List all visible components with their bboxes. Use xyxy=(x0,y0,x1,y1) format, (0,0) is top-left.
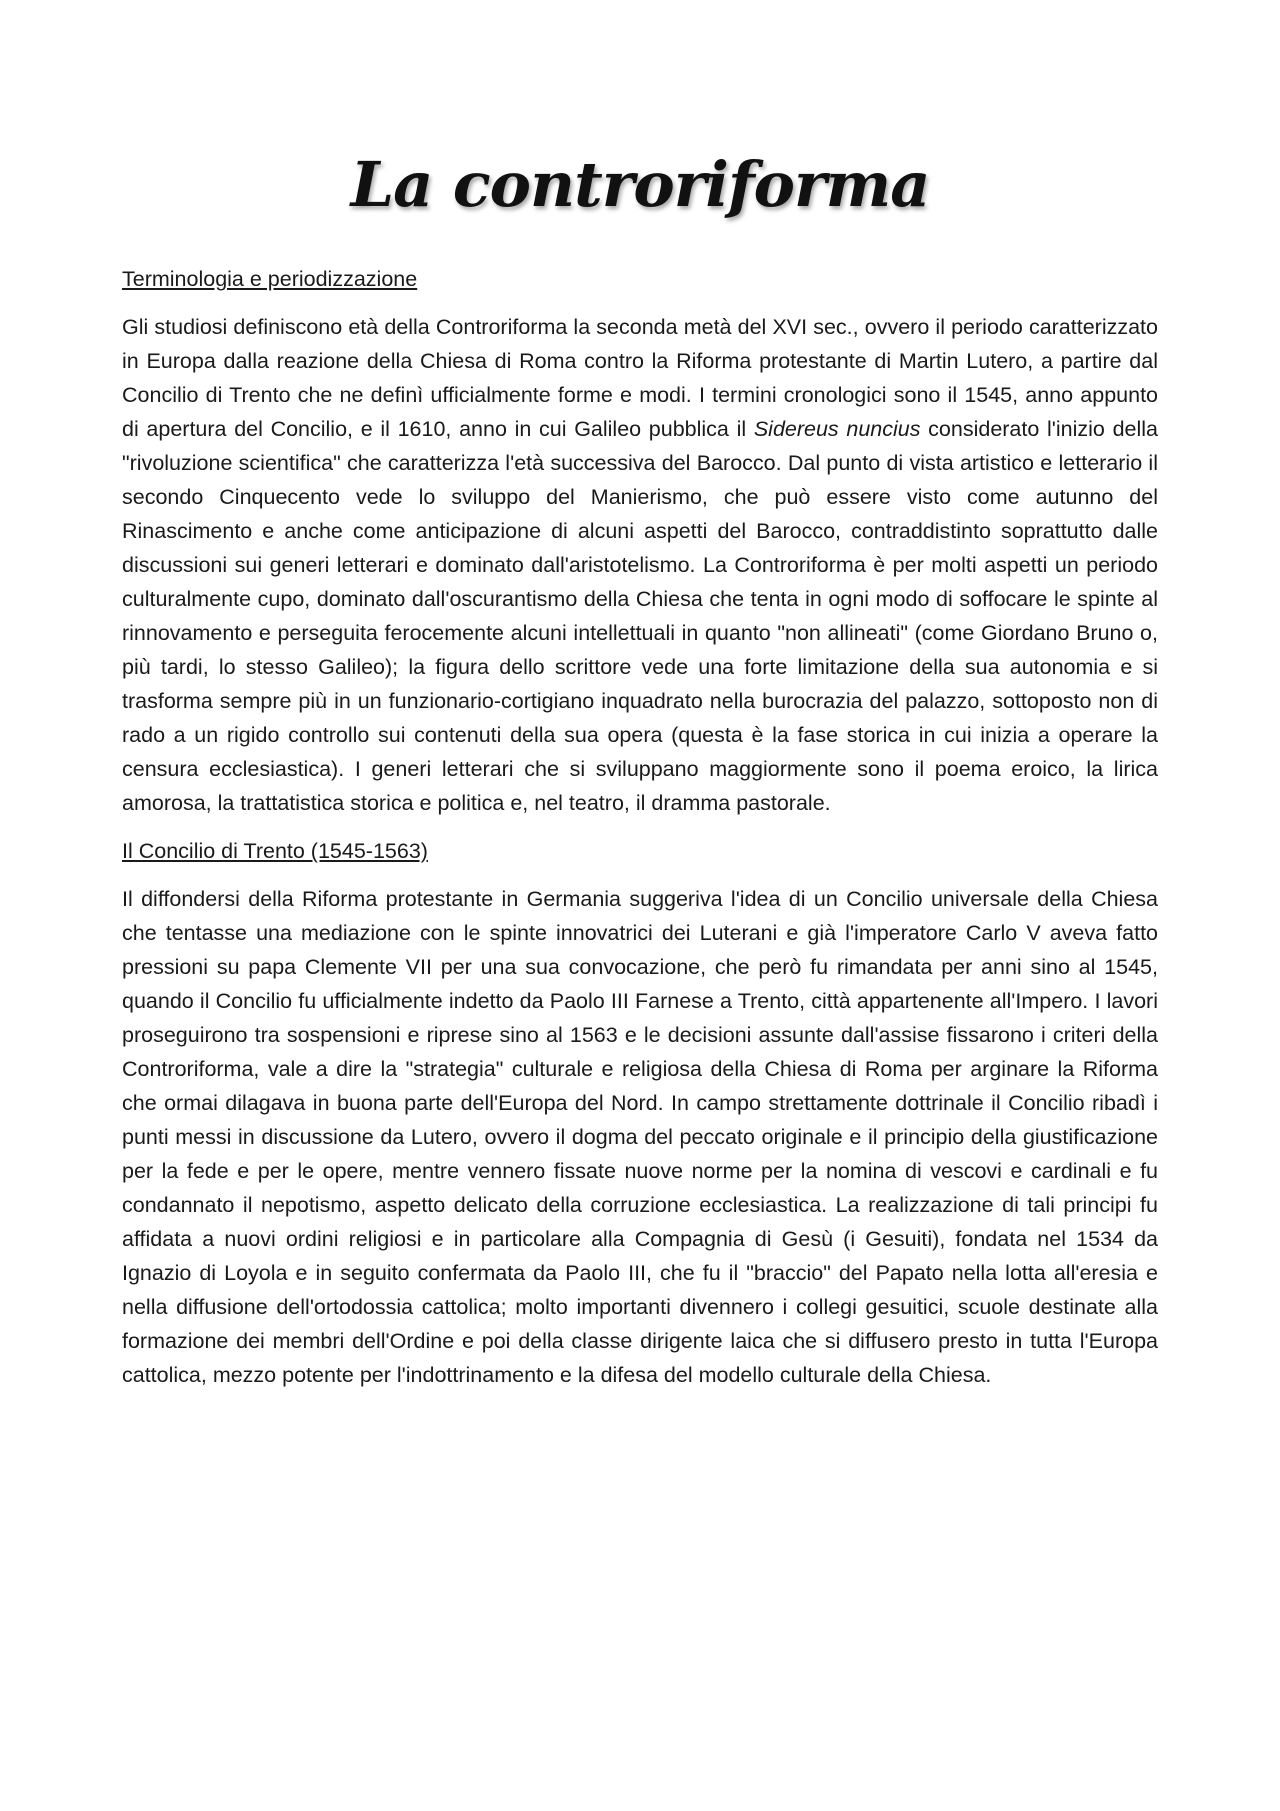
paragraph-text: Gli studiosi definiscono età della Controriforma la seconda metà del XVI sec., ovvero il periodo caratterizzato in Europa dalla reazione della Chiesa di Roma contro la Riforma protestante di Martin Lutero, a partire dal Concilio di Trento che ne definì ufficialmente forme e modi. I termini cronologici sono il 1545, anno appunto di apertura del Concilio, e il 1610, anno in cui Galileo pubblica il xyxy=(122,315,1158,441)
page-title: La controriforma xyxy=(350,148,930,221)
paragraph-text: considerato l'inizio della "rivoluzione scientifica" che caratterizza l'età successiva del Barocco. Dal punto di vista artistico e letterario il secondo Cinquecento vede lo sviluppo del Manierismo, che può essere visto come autunno del Rinascimento e anche come anticipazione di alcuni aspetti del Barocco, contraddistinto soprattutto dalle discussioni sui generi letterari e dominato dall'aristotelismo. La Controriforma è per molti aspetti un periodo culturalmente cupo, dominato dall'oscurantismo della Chiesa che tenta in ogni modo di soffocare le spinte al rinnovamento e perseguita ferocemente alcuni intellettuali in quanto "non allineati" (come Giordano Bruno o, più tardi, lo stesso Galileo); la figura dello scrittore vede una forte limitazione della sua autonomia e si trasforma sempre più in un funzionario-cortigiano inquadrato nella burocrazia del palazzo, sottoposto non di rado a un rigido controllo sui contenuti della sua opera (questa è la fase storica in cui inizia a operare la censura ecclesiastica). I generi letterari che si sviluppano maggiormente sono il poema eroico, la lirica amorosa, la trattatistica storica e politica e, nel teatro, il dramma pastorale. xyxy=(122,417,1159,815)
section-heading-terminologia: Terminologia e periodizzazione xyxy=(122,267,418,291)
section-paragraph-terminologia xyxy=(122,310,1158,820)
document-body xyxy=(122,262,1158,1406)
section-paragraph-concilio: Il diffondersi della Riforma protestante in Germania suggeriva l'idea di un Concilio universale della Chiesa che tentasse una mediazione con le spinte innovatrici dei Luterani e già l'imperatore Carlo V aveva fatto pressioni su papa Clemente VII per una sua convocazione, che però fu rimandata per anni sino al 1545, quando il Concilio fu ufficialmente indetto da Paolo III Farnese a Trento, città appartenente all'Impero. I lavori proseguirono tra sospensioni e riprese sino al 1563 e le decisioni assunte dall'assise fissarono i criteri della Controriforma, vale a dire la "strategia" culturale e religiosa della Chiesa di Roma per arginare la Riforma che ormai dilagava in buona parte dell'Europa del Nord. In campo strettamente dottrinale il Concilio ribadì i punti messi in discussione da Lutero, ovvero il dogma del peccato originale e il principio della giustificazione per la fede e per le opere, mentre vennero fissate nuove norme per la nomina di vescovi e cardinali e fu condannato il nepotismo, aspetto delicato della corruzione ecclesiastica. La realizzazione di tali principi fu affidata a nuovi ordini religiosi e in particolare alla Compagnia di Gesù (i Gesuiti), fondata nel 1534 da Ignazio di Loyola e in seguito confermata da Paolo III, che fu il "braccio" del Papato nella lotta all'eresia e nella diffusione dell'ortodossia cattolica; molto importanti divennero i collegi gesuitici, scuole destinate alla formazione dei membri dell'Ordine e poi della classe dirigente laica che si diffusero presto in tutta l'Europa cattolica, mezzo potente per l'indottrinamento e la difesa del modello culturale della Chiesa. xyxy=(122,887,1158,1387)
paragraph-italic-title: Sidereus nuncius xyxy=(753,417,921,441)
section-heading-concilio: Il Concilio di Trento (1545-1563) xyxy=(122,839,428,863)
